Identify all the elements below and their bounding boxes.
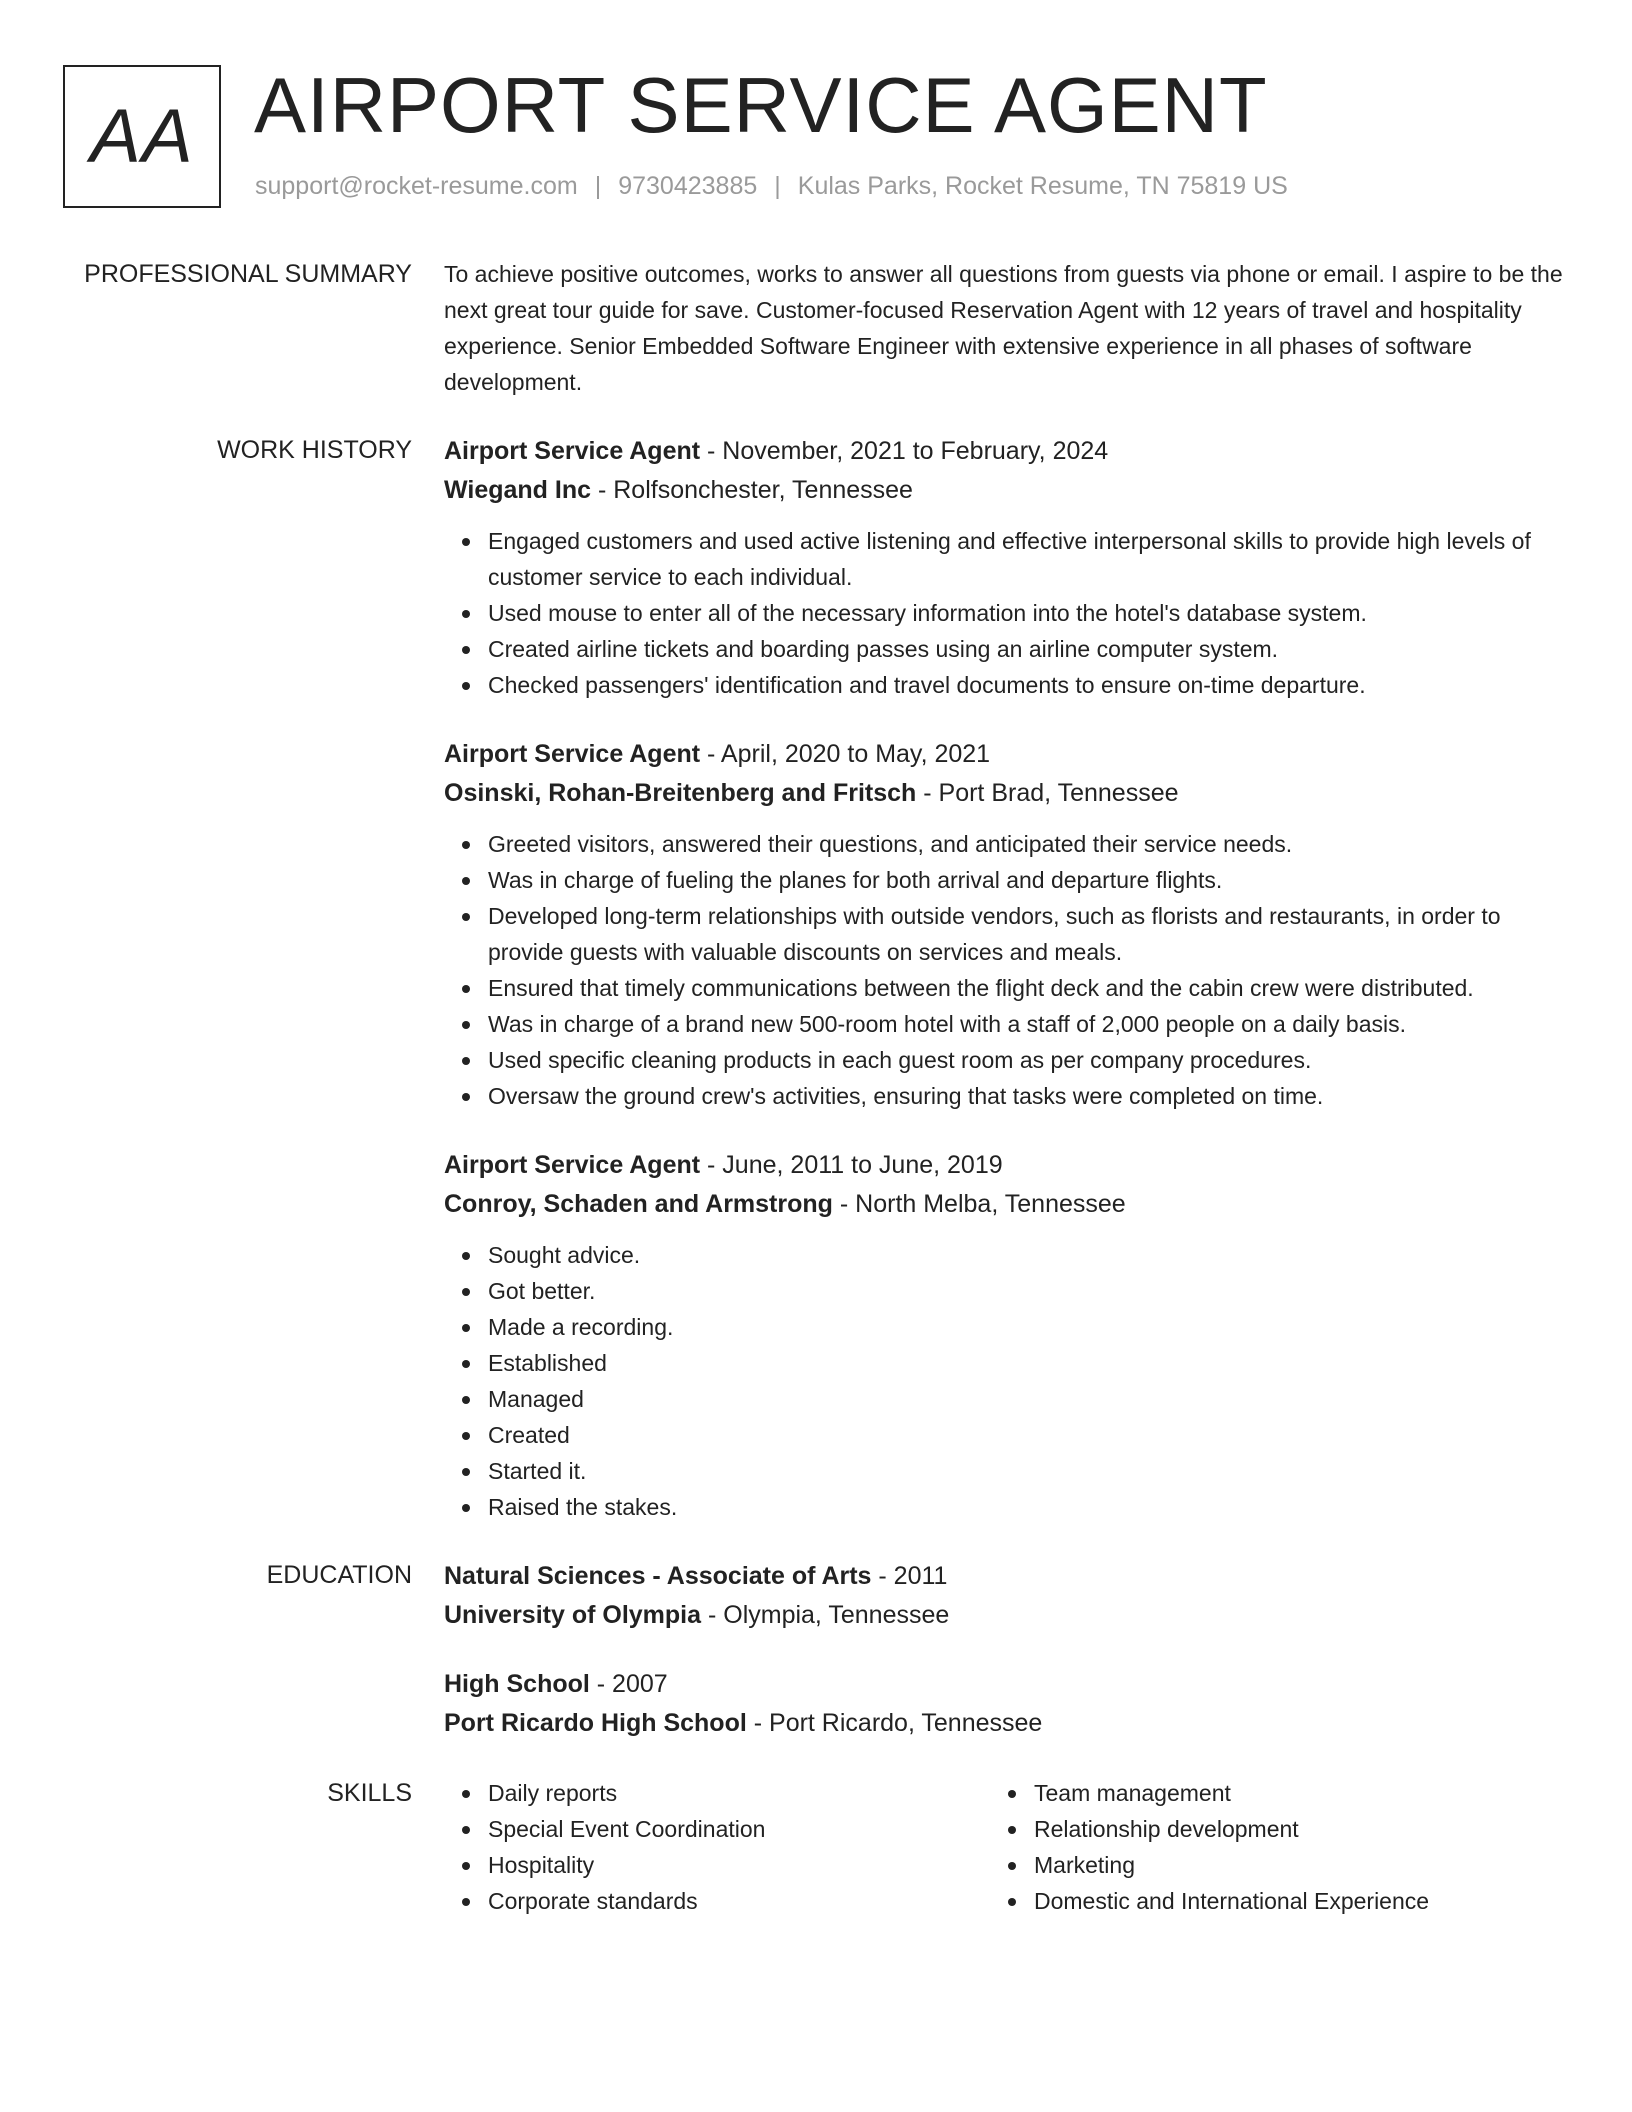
job-bullet: Sought advice.	[488, 1237, 1564, 1273]
education-school-line	[444, 1704, 1564, 1743]
job-bullets	[444, 523, 1564, 703]
monogram-badge: AA	[63, 65, 221, 208]
skill-item: Relationship development	[1034, 1811, 1536, 1847]
education-entry	[444, 1557, 1564, 1635]
job-company-line	[444, 1185, 1564, 1224]
job-bullet: Used mouse to enter all of the necessary information into the hotel's database system.	[488, 595, 1564, 631]
job-bullets	[444, 1237, 1564, 1525]
contact-separator: |	[594, 172, 602, 200]
education-entry	[444, 1665, 1564, 1743]
job-bullets	[444, 826, 1564, 1114]
job-bullet: Created airline tickets and boarding passes using an airline computer system.	[488, 631, 1564, 667]
education-year: - 2011	[871, 1562, 948, 1590]
contact-line	[255, 172, 1288, 201]
education-school: Port Ricardo High School	[444, 1709, 747, 1737]
job-dates: - June, 2011 to June, 2019	[700, 1151, 1003, 1179]
skill-item: Daily reports	[488, 1775, 990, 1811]
job-company-line	[444, 774, 1564, 813]
contact-address: Kulas Parks, Rocket Resume, TN 75819 US	[797, 172, 1288, 200]
skills-body	[444, 1775, 1564, 1919]
summary-body	[444, 256, 1564, 400]
job-title-line	[444, 735, 1564, 774]
job-company: Osinski, Rohan-Breitenberg and Fritsch	[444, 779, 917, 807]
job-bullet: Established	[488, 1345, 1564, 1381]
job-title: Airport Service Agent	[444, 1151, 701, 1179]
contact-email: support@rocket-resume.com	[255, 172, 578, 200]
job-bullet: Started it.	[488, 1453, 1564, 1489]
job-bullet: Used specific cleaning products in each guest room as per company procedures.	[488, 1042, 1564, 1078]
job-company: Conroy, Schaden and Armstrong	[444, 1190, 833, 1218]
education-location: - Port Ricardo, Tennessee	[746, 1709, 1043, 1737]
skill-item: Hospitality	[488, 1847, 990, 1883]
job-location: - Rolfsonchester, Tennessee	[591, 476, 913, 504]
skill-item: Team management	[1034, 1775, 1536, 1811]
job-entry	[444, 432, 1564, 703]
education-degree-line	[444, 1557, 1564, 1596]
job-title-line	[444, 432, 1564, 471]
job-location: - Port Brad, Tennessee	[916, 779, 1179, 807]
job-bullet: Oversaw the ground crew's activities, ensuring that tasks were completed on time.	[488, 1078, 1564, 1114]
education-school-line	[444, 1596, 1564, 1635]
job-bullet: Greeted visitors, answered their questions, and anticipated their service needs.	[488, 826, 1564, 862]
education-degree: Natural Sciences - Associate of Arts	[444, 1562, 872, 1590]
job-company: Wiegand Inc	[444, 476, 592, 504]
job-bullet: Was in charge of a brand new 500-room hotel with a staff of 2,000 people on a daily basis.	[488, 1006, 1564, 1042]
section-label-summary: PROFESSIONAL SUMMARY	[84, 260, 412, 288]
education-year: - 2007	[589, 1670, 668, 1698]
education-location: - Olympia, Tennessee	[701, 1601, 950, 1629]
job-bullet: Developed long-term relationships with outside vendors, such as florists and restaurants, in order to provide guests with valuable discounts on services and meals.	[488, 898, 1564, 970]
job-title-line	[444, 1146, 1564, 1185]
job-title: Airport Service Agent	[444, 437, 701, 465]
summary-text: To achieve positive outcomes, works to answer all questions from guests via phone or email. I aspire to be the next great tour guide for save. Customer-focused Reservation Agent with 12 years of travel and hospitality experience. Senior Embedded Software Engineer with extensive experience in all phases of software development.	[444, 261, 1563, 395]
section-label-work-history: WORK HISTORY	[217, 436, 412, 464]
work-history-body	[444, 432, 1564, 1557]
contact-separator: |	[774, 172, 781, 200]
job-entry	[444, 735, 1564, 1114]
job-bullet: Was in charge of fueling the planes for both arrival and departure flights.	[488, 862, 1564, 898]
job-bullet: Managed	[488, 1381, 1564, 1417]
job-location: - North Melba, Tennessee	[832, 1190, 1126, 1218]
job-bullet: Created	[488, 1417, 1564, 1453]
job-dates: - April, 2020 to May, 2021	[700, 740, 991, 768]
job-title: Airport Service Agent	[444, 740, 701, 768]
section-label-skills: SKILLS	[327, 1779, 412, 1807]
education-degree-line	[444, 1665, 1564, 1704]
skill-item: Corporate standards	[488, 1883, 990, 1919]
section-label-education: EDUCATION	[266, 1561, 412, 1589]
job-bullet: Made a recording.	[488, 1309, 1564, 1345]
job-entry	[444, 1146, 1564, 1525]
job-bullet: Got better.	[488, 1273, 1564, 1309]
job-bullet: Ensured that timely communications between the flight deck and the cabin crew were distributed.	[488, 970, 1564, 1006]
resume-header	[63, 61, 1563, 210]
skills-columns	[444, 1775, 1564, 1919]
education-degree: High School	[444, 1670, 590, 1698]
skill-item: Special Event Coordination	[488, 1811, 990, 1847]
page-title: AIRPORT SERVICE AGENT	[254, 61, 1268, 149]
skills-list-left	[444, 1775, 990, 1919]
job-bullet: Raised the stakes.	[488, 1489, 1564, 1525]
job-dates: - November, 2021 to February, 2024	[700, 437, 1109, 465]
contact-phone: 9730423885	[618, 172, 758, 200]
education-school: University of Olympia	[444, 1601, 702, 1629]
skill-item: Domestic and International Experience	[1034, 1883, 1536, 1919]
skill-item: Marketing	[1034, 1847, 1536, 1883]
job-bullet: Checked passengers' identification and travel documents to ensure on-time departure.	[488, 667, 1564, 703]
education-body	[444, 1557, 1564, 1773]
job-bullet: Engaged customers and used active listening and effective interpersonal skills to provide high levels of customer service to each individual.	[488, 523, 1564, 595]
job-company-line	[444, 471, 1564, 510]
skills-list-right	[990, 1775, 1536, 1919]
